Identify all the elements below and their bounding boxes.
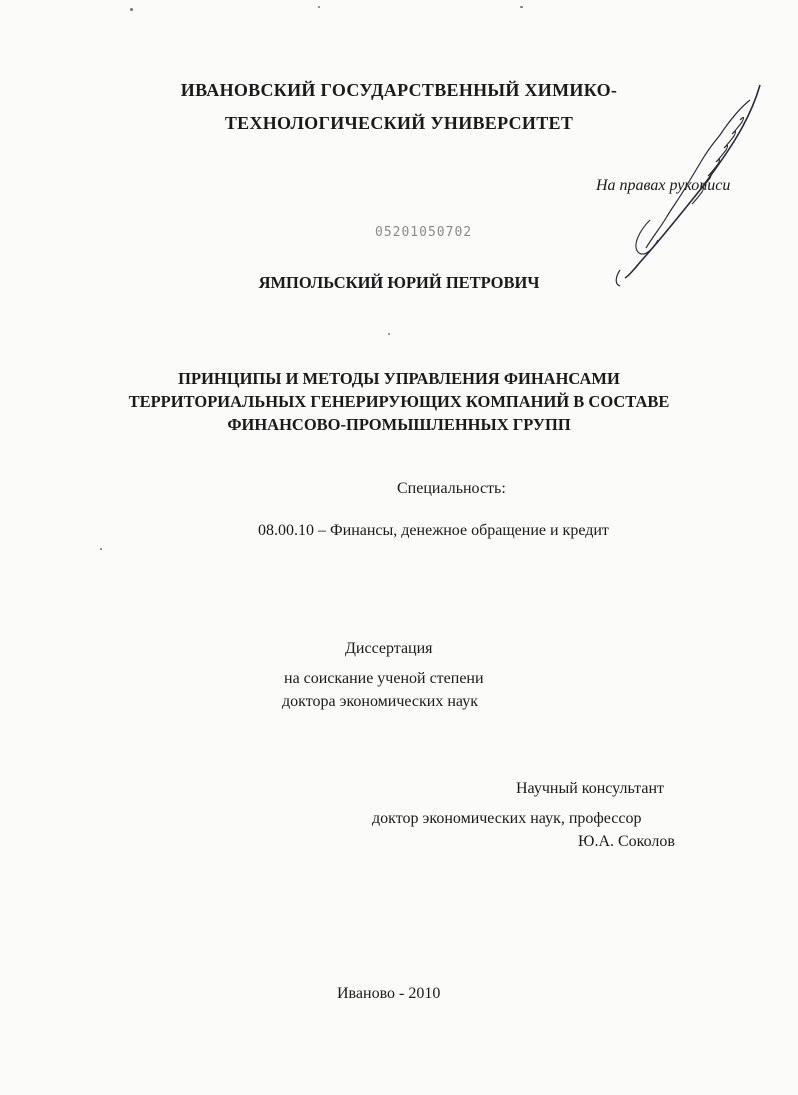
degree-line-1: на соискание ученой степени — [284, 670, 484, 687]
scan-speck — [388, 333, 390, 335]
university-name-line-1: ИВАНОВСКИЙ ГОСУДАРСТВЕННЫЙ ХИМИКО- — [180, 80, 618, 100]
work-type: Диссертация — [345, 640, 433, 657]
scan-speck — [520, 6, 523, 8]
dissertation-title-line-3: ФИНАНСОВО-ПРОМЫШЛЕННЫХ ГРУПП — [227, 415, 571, 434]
consultant-title: доктор экономических наук, профессор — [372, 810, 642, 827]
city-and-year: Иваново - 2010 — [337, 985, 441, 1002]
dissertation-title-line-2: ТЕРРИТОРИАЛЬНЫХ ГЕНЕРИРУЮЩИХ КОМПАНИЙ В СОСТАВЕ — [128, 392, 670, 411]
consultant-name: Ю.А. Соколов — [578, 833, 675, 850]
scan-speck — [100, 548, 102, 550]
catalog-code: 05201050702 — [375, 225, 473, 240]
degree-line-2: доктора экономических наук — [282, 693, 478, 710]
university-name-line-2: ТЕХНОЛОГИЧЕСКИЙ УНИВЕРСИТЕТ — [224, 113, 574, 133]
author-name: ЯМПОЛЬСКИЙ ЮРИЙ ПЕТРОВИЧ — [258, 273, 540, 292]
handwritten-signature — [580, 80, 780, 300]
scan-speck — [130, 8, 133, 11]
specialty-value: 08.00.10 – Финансы, денежное обращение и кредит — [258, 522, 609, 539]
scan-speck — [318, 6, 320, 8]
specialty-label: Специальность: — [397, 480, 506, 497]
manuscript-rights-note: На правах рукописи — [596, 177, 731, 194]
dissertation-title-line-1: ПРИНЦИПЫ И МЕТОДЫ УПРАВЛЕНИЯ ФИНАНСАМИ — [178, 369, 620, 388]
consultant-label: Научный консультант — [516, 780, 664, 797]
